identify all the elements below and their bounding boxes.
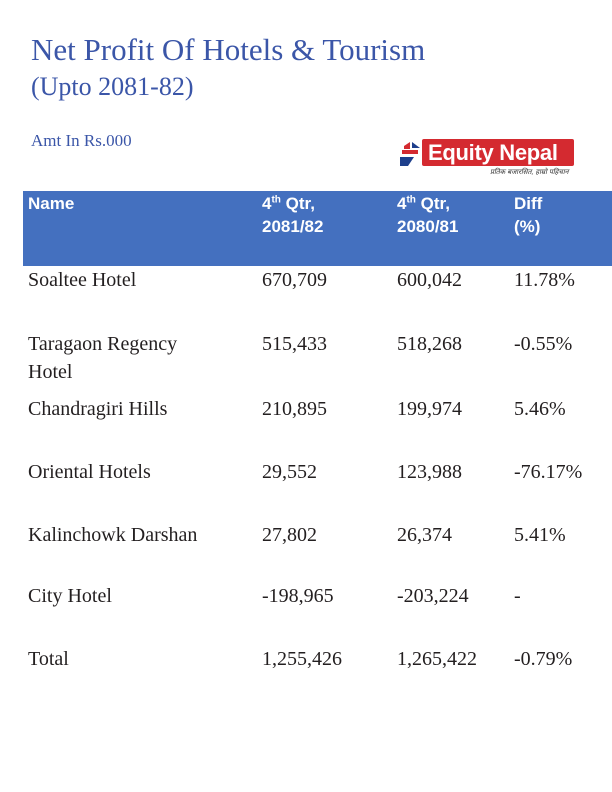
row-name: Soaltee Hotel (28, 269, 137, 291)
header-diff: Diff (%) (514, 194, 543, 236)
row-q2080: 518,268 (397, 333, 462, 355)
row-q2080: 199,974 (397, 398, 462, 420)
row-diff: -76.17% (514, 461, 583, 483)
row-q2081: 29,552 (262, 461, 317, 483)
header-q2080: 4th Qtr, 2080/81 (397, 194, 459, 236)
equity-nepal-logo (398, 136, 584, 182)
row-diff: - (514, 585, 521, 607)
row-name: Kalinchowk Darshan (28, 524, 198, 546)
header-q2081: 4th Qtr, 2081/82 (262, 194, 324, 236)
row-q2081: 1,255,426 (262, 648, 342, 670)
row-q2081: 210,895 (262, 398, 327, 420)
row-name-line2: Hotel (28, 361, 73, 383)
row-q2081: 670,709 (262, 269, 327, 291)
row-q2080: 1,265,422 (397, 648, 477, 670)
logo-brand-text: Equity Nepal (428, 140, 558, 165)
row-diff: 11.78% (514, 269, 575, 291)
row-diff: -0.55% (514, 333, 573, 355)
logo-tagline: प्रतिक बजारसित, हाम्रो पहिचान (490, 169, 569, 176)
row-diff: 5.41% (514, 524, 566, 546)
page-subtitle: (Upto 2081-82) (31, 72, 194, 101)
row-q2080: 600,042 (397, 269, 462, 291)
row-name: Total (28, 648, 69, 670)
row-q2081: -198,965 (262, 585, 334, 607)
row-diff: -0.79% (514, 648, 573, 670)
row-diff: 5.46% (514, 398, 566, 420)
row-q2080: -203,224 (397, 585, 469, 607)
header-name: Name (28, 194, 75, 213)
row-q2081: 515,433 (262, 333, 327, 355)
page-title: Net Profit Of Hotels & Tourism (31, 32, 426, 67)
row-q2081: 27,802 (262, 524, 317, 546)
logo-mark-icon (398, 140, 422, 168)
row-q2080: 26,374 (397, 524, 452, 546)
row-name: Taragaon Regency (28, 333, 178, 355)
row-q2080: 123,988 (397, 461, 462, 483)
row-name: Oriental Hotels (28, 461, 151, 483)
amount-unit-note: Amt In Rs.000 (31, 131, 132, 150)
row-name: Chandragiri Hills (28, 398, 168, 420)
row-name: City Hotel (28, 585, 112, 607)
